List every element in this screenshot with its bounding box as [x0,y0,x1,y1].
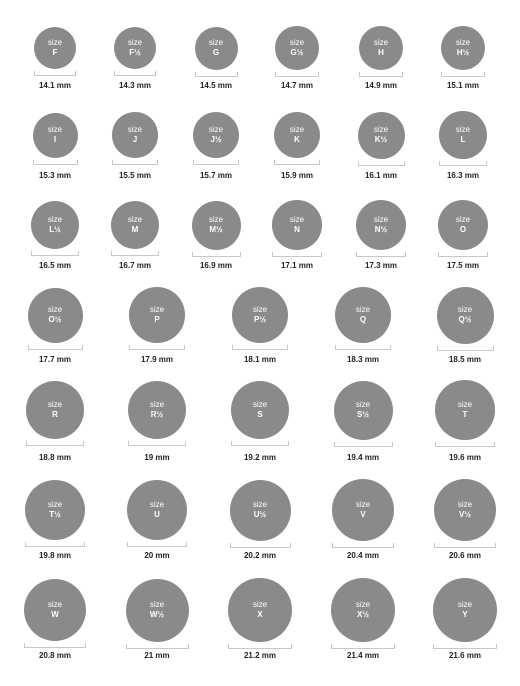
diameter-ruler [434,543,496,548]
size-letter: R½ [150,410,164,419]
size-word: size [455,125,471,134]
diameter-label: 14.3 mm [118,81,152,90]
diameter-ruler [274,160,321,165]
ring-circle [232,287,288,343]
ring-circle [335,287,392,344]
diameter-label: 15.3 mm [38,171,72,180]
size-letter: N½ [374,225,388,234]
diameter-ruler [437,346,494,351]
ring-circle [33,113,78,158]
size-word: size [455,38,471,47]
size-word: size [355,400,371,409]
size-word: size [373,215,389,224]
ring-circle [195,27,238,70]
ring-circle [228,578,292,642]
diameter-ruler [28,345,83,350]
size-word: size [47,305,63,314]
size-word: size [252,400,268,409]
diameter-label: 18.5 mm [448,355,482,364]
diameter-ruler [275,72,319,77]
size-word: size [355,600,371,609]
size-letter: V [360,510,366,519]
diameter-label: 17.1 mm [280,261,314,270]
diameter-label: 16.9 mm [199,261,233,270]
ring-circle [275,26,319,70]
ring-circle [334,381,393,440]
size-letter: V½ [458,510,471,519]
size-letter: G [212,48,220,57]
diameter-label: 21.2 mm [243,651,277,660]
ring-circle [435,380,495,440]
size-letter: S [257,410,263,419]
size-letter: N [294,225,300,234]
size-word: size [47,215,63,224]
size-letter: P½ [253,315,266,324]
size-letter: O [459,225,467,234]
diameter-label: 18.8 mm [38,453,72,462]
ring-circle [359,26,403,70]
diameter-label: 19 mm [144,453,170,462]
diameter-ruler [111,251,160,256]
size-letter: U½ [253,510,267,519]
size-word: size [457,500,473,509]
size-word: size [127,125,143,134]
size-word: size [47,600,63,609]
ring-circle [230,480,291,541]
diameter-ruler [230,543,291,548]
ring-circle [28,288,83,343]
diameter-ruler [433,644,498,649]
ring-circle [434,479,496,541]
diameter-ruler [228,644,292,649]
diameter-ruler [232,345,288,350]
size-word: size [47,38,63,47]
diameter-ruler [359,72,403,77]
size-letter: Y [462,610,468,619]
diameter-label: 14.9 mm [364,81,398,90]
diameter-label: 19.2 mm [243,453,277,462]
ring-circle [34,27,76,69]
diameter-ruler [193,160,239,165]
diameter-label: 20.6 mm [448,551,482,560]
size-word: size [47,400,63,409]
diameter-ruler [126,644,189,649]
diameter-label: 21 mm [144,651,170,660]
size-letter: J½ [210,135,222,144]
diameter-ruler [438,252,489,257]
diameter-label: 20.2 mm [243,551,277,560]
size-word: size [149,400,165,409]
diameter-label: 19.8 mm [38,551,72,560]
diameter-label: 16.5 mm [38,261,72,270]
size-letter: F½ [129,48,141,57]
ring-circle [31,201,79,249]
diameter-ruler [33,160,78,165]
diameter-ruler [356,252,406,257]
size-word: size [289,215,305,224]
diameter-label: 20.4 mm [346,551,380,560]
size-word: size [373,125,389,134]
ring-circle [438,200,489,251]
ring-circle [231,381,290,440]
diameter-label: 15.1 mm [446,81,480,90]
size-word: size [457,400,473,409]
size-word: size [252,600,268,609]
ring-circle [192,201,241,250]
size-letter: J [132,135,138,144]
diameter-label: 15.7 mm [199,171,233,180]
diameter-ruler [26,441,84,446]
size-word: size [47,125,63,134]
diameter-label: 18.3 mm [346,355,380,364]
diameter-ruler [114,71,157,76]
ring-circle [112,112,158,158]
ring-circle [274,112,321,159]
ring-circle [331,578,395,642]
diameter-ruler [439,161,487,166]
size-word: size [252,500,268,509]
size-letter: H [378,48,384,57]
size-word: size [457,305,473,314]
size-letter: L [460,135,466,144]
size-letter: O½ [48,315,62,324]
size-word: size [208,38,224,47]
diameter-label: 15.5 mm [118,171,152,180]
ring-circle [358,112,405,159]
diameter-ruler [358,161,405,166]
ring-circle [25,480,85,540]
ring-circle [193,112,239,158]
size-letter: U [154,510,160,519]
ring-circle [129,287,185,343]
diameter-label: 16.3 mm [446,171,480,180]
size-letter: F [52,48,58,57]
diameter-label: 19.4 mm [346,453,380,462]
size-word: size [208,215,224,224]
size-word: size [208,125,224,134]
diameter-label: 21.6 mm [448,651,482,660]
size-word: size [149,500,165,509]
size-letter: K½ [374,135,388,144]
size-letter: Q [359,315,367,324]
size-word: size [252,305,268,314]
diameter-label: 17.7 mm [38,355,72,364]
size-letter: P [154,315,160,324]
diameter-label: 17.9 mm [140,355,174,364]
ring-circle [126,579,189,642]
size-word: size [47,500,63,509]
diameter-label: 20.8 mm [38,651,72,660]
size-letter: R [52,410,58,419]
diameter-ruler [112,160,158,165]
diameter-label: 20 mm [144,551,170,560]
size-word: size [455,215,471,224]
size-letter: K [294,135,300,144]
diameter-label: 14.7 mm [280,81,314,90]
diameter-ruler [441,72,486,77]
size-letter: W½ [149,610,165,619]
size-letter: G½ [290,48,304,57]
size-word: size [149,305,165,314]
ring-circle [433,578,498,643]
ring-circle [441,26,486,71]
diameter-ruler [25,542,85,547]
size-word: size [457,600,473,609]
diameter-ruler [272,252,322,257]
size-letter: X [257,610,263,619]
diameter-ruler [192,252,241,257]
diameter-ruler [335,345,392,350]
size-word: size [373,38,389,47]
size-letter: H½ [456,48,470,57]
diameter-ruler [129,345,185,350]
diameter-label: 18.1 mm [243,355,277,364]
diameter-label: 15.9 mm [280,171,314,180]
ring-circle [332,479,394,541]
diameter-label: 17.5 mm [446,261,480,270]
size-word: size [289,38,305,47]
diameter-label: 19.6 mm [448,453,482,462]
diameter-label: 16.7 mm [118,261,152,270]
ring-circle [24,579,87,642]
ring-circle [127,480,188,541]
diameter-ruler [231,441,290,446]
size-word: size [355,305,371,314]
size-letter: I [53,135,57,144]
ring-circle [128,381,186,439]
size-letter: W [51,610,59,619]
diameter-ruler [31,251,79,256]
diameter-ruler [435,442,495,447]
size-word: size [127,38,143,47]
ring-circle [272,200,322,250]
diameter-label: 17.3 mm [364,261,398,270]
ring-circle [111,201,160,250]
diameter-ruler [334,442,393,447]
diameter-label: 14.1 mm [38,81,72,90]
size-letter: S½ [356,410,369,419]
size-letter: M½ [209,225,223,234]
diameter-ruler [195,72,238,77]
ring-circle [114,27,157,70]
size-letter: T [462,410,468,419]
size-word: size [355,500,371,509]
diameter-label: 21.4 mm [346,651,380,660]
diameter-label: 14.5 mm [199,81,233,90]
size-letter: T½ [49,510,61,519]
size-word: size [289,125,305,134]
diameter-ruler [128,441,186,446]
diameter-ruler [332,543,394,548]
diameter-label: 16.1 mm [364,171,398,180]
size-word: size [149,600,165,609]
diameter-ruler [34,71,76,76]
ring-circle [356,200,406,250]
ring-circle [26,381,84,439]
diameter-ruler [24,643,87,648]
size-letter: Q½ [458,315,472,324]
size-letter: L½ [49,225,61,234]
size-letter: M [131,225,139,234]
diameter-ruler [331,644,395,649]
ring-circle [439,111,487,159]
size-letter: X½ [356,610,369,619]
diameter-ruler [127,542,188,547]
ring-circle [437,287,494,344]
size-word: size [127,215,143,224]
